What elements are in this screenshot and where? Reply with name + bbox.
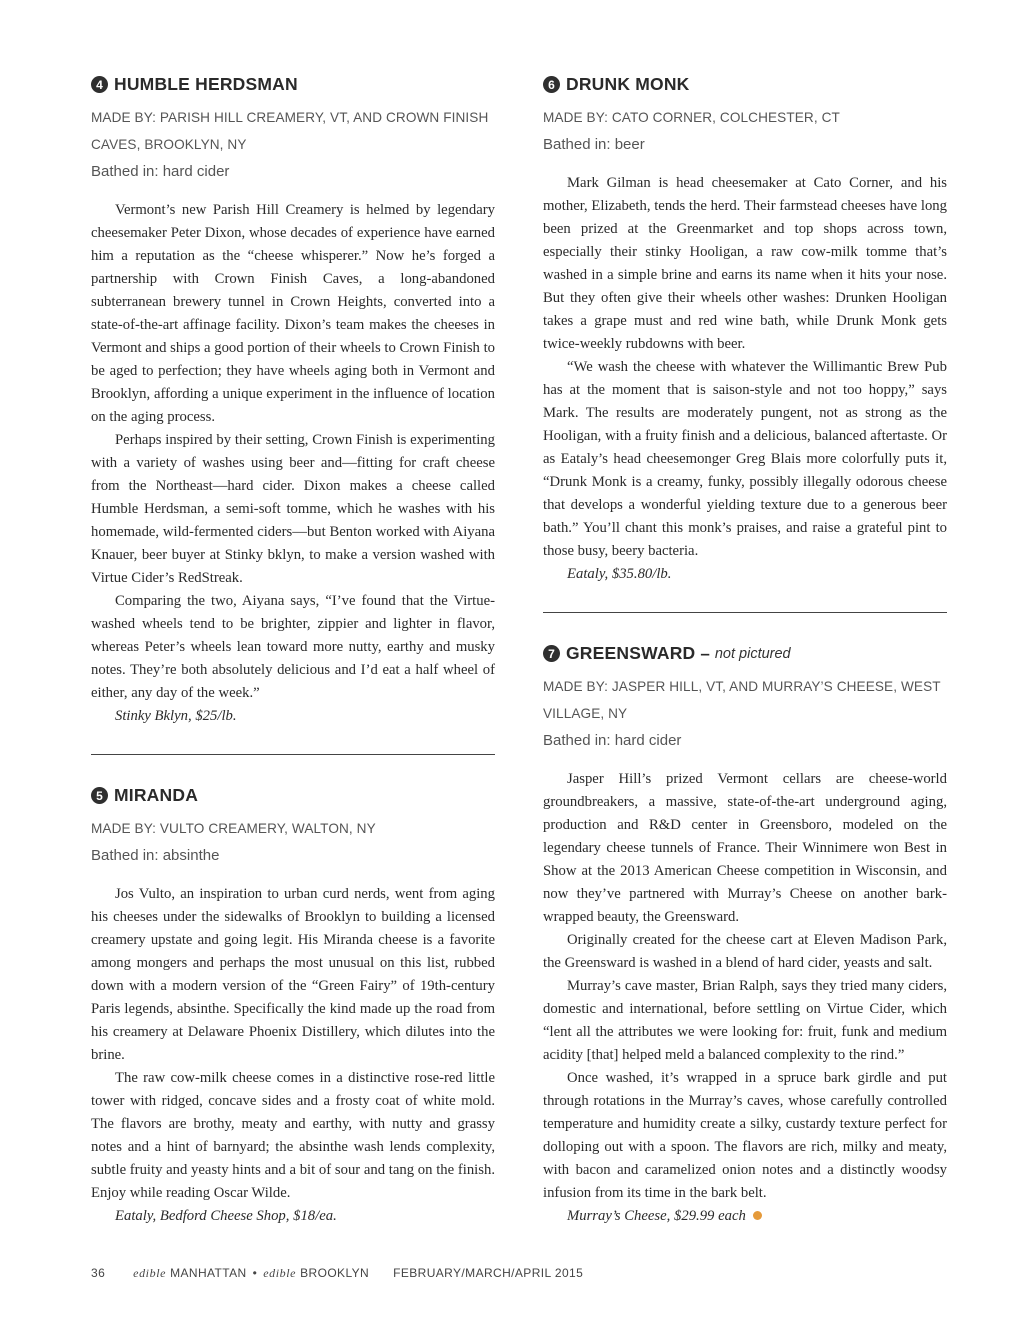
entry-drunk-monk	[543, 74, 947, 586]
cheese-name: DRUNK MONK	[566, 74, 690, 94]
entry-heading	[91, 74, 495, 95]
source-price: Eataly, Bedford Cheese Shop, $18/ea.	[115, 1208, 337, 1224]
footer-city: MANHATTAN	[170, 1266, 247, 1280]
entry-heading	[543, 643, 947, 664]
entry-number-badge: 5	[91, 787, 108, 804]
source-price-text: Murray’s Cheese, $29.99 each	[567, 1208, 746, 1224]
paragraph: Jasper Hill’s prized Vermont cellars are cheese-world groundbreakers, a massive, state-of-the-art underground aging, production and R&D center in Greensboro, modeled on the legendary cheese tunnels of France. Their Winnimere won Best in Show at the 2013 American Cheese competition in Wisconsin, and now they’ve partnered with Murray’s Cheese on another bark-wrapped beauty, the Greensward.	[543, 771, 947, 925]
cheese-name: HUMBLE HERDSMAN	[114, 74, 298, 94]
made-by: MADE BY: JASPER HILL, VT, AND MURRAY’S CHEESE, WEST VILLAGE, NY	[543, 679, 941, 721]
entry-heading	[543, 74, 947, 95]
paragraph: Originally created for the cheese cart at Eleven Madison Park, the Greensward is washed in a blend of hard cider, yeasts and salt.	[543, 932, 947, 971]
section-divider	[91, 754, 495, 755]
paragraph: Murray’s cave master, Brian Ralph, says they tried many ciders, domestic and international, before settling on Virtue Cider, which “lent all the attributes we were looking for: fruit, funk and medium acidity [that] helped meld a balanced complexity to the rind.”	[543, 978, 947, 1063]
source-price: Stinky Bklyn, $25/lb.	[115, 708, 237, 724]
end-mark-icon	[753, 1211, 762, 1220]
paragraph: Comparing the two, Aiyana says, “I’ve found that the Virtue-washed wheels tend to be brighter, zippier and lighter in flavor, whereas Peter’s wheels lean toward more nutty, earthy and musky notes. They’re both absolutely delicious and I’d eat a half wheel of either, any day of the week.”	[91, 593, 495, 701]
paragraph: Perhaps inspired by their setting, Crown Finish is experimenting with a variety of washes using beer and—fitting for craft cheese from the Northeast—hard cider. Dixon makes a cheese called Humble Herdsman, a semi-soft tomme, which he washes with his homemade, wild-fermented ciders—but Benton worked with Aiyana Knauer, beer buyer at Stinky bklyn, to make a version washed with Virtue Cider’s RedStreak.	[91, 432, 495, 586]
bathed-in: Bathed in: beer	[543, 136, 645, 153]
source-price: Eataly, $35.80/lb.	[567, 566, 672, 582]
entry-greensward	[543, 643, 947, 1228]
entry-number-badge: 4	[91, 76, 108, 93]
entry-heading	[91, 785, 495, 806]
entry-miranda	[91, 785, 495, 1228]
footer-brand: edible	[263, 1266, 297, 1280]
entry-number-badge: 7	[543, 645, 560, 662]
paragraph: Mark Gilman is head cheesemaker at Cato Corner, and his mother, Elizabeth, tends the herd. Their farmstead cheeses have long been prized at the Greenmarket and top shops across town, especially their stinky Hooligan, a raw cow-milk tomme that’s washed in a simple brine and earns its name when it hits your nose. But they often give their wheels other washes: Drunken Hooligan takes a grape must and red wine bath, while Drunk Monk gets twice-weekly rubdowns with beer.	[543, 175, 947, 352]
section-divider	[543, 612, 947, 613]
footer-issue-date: FEBRUARY/MARCH/APRIL 2015	[393, 1266, 584, 1280]
bathed-in: Bathed in: hard cider	[543, 732, 682, 749]
bathed-in: Bathed in: hard cider	[91, 163, 230, 180]
entry-body	[91, 199, 495, 705]
entry-body	[91, 883, 495, 1205]
paragraph: Vermont’s new Parish Hill Creamery is helmed by legendary cheesemaker Peter Dixon, whose decades of experience have earned him a reputation as the “cheese whisperer.” Now he’s forged a partnership with Crown Finish Caves, a long-abandoned subterranean brewery tunnel in Crown Heights, converted into a state-of-the-art affinage facility. Dixon’s team makes the cheeses in Vermont and ships a good portion of their wheels to Crown Finish to be aged to perfection; they have wheels aging both in Vermont and Brooklyn, affording a unique experiment in the influence of location on the aging process.	[91, 202, 495, 425]
made-by: MADE BY: CATO CORNER, COLCHESTER, CT	[543, 110, 840, 125]
cheese-name: GREENSWARD	[566, 643, 696, 663]
not-pictured-note: not pictured	[714, 645, 791, 662]
paragraph: Once washed, it’s wrapped in a spruce bark girdle and put through rotations in the Murray’s caves, whose carefully controlled temperature and humidity create a silky, custardy texture perfect for dolloping out with a spoon. The flavors are rich, milky and meaty, with bacon and caramelized onion notes and a distinctly woodsy infusion from its time in the bark belt.	[543, 1070, 947, 1201]
bathed-in: Bathed in: absinthe	[91, 847, 220, 864]
source-price	[543, 1205, 947, 1228]
entry-body	[543, 768, 947, 1205]
made-by: MADE BY: PARISH HILL CREAMERY, VT, AND CROWN FINISH CAVES, BROOKLYN, NY	[91, 110, 489, 152]
footer-separator: •	[252, 1266, 258, 1280]
cheese-name: MIRANDA	[114, 785, 199, 805]
paragraph: “We wash the cheese with whatever the Willimantic Brew Pub has at the moment that is saison-style and not too hoppy,” says Mark. The results are moderately pungent, not as strong as the Hooligan, with a fruity finish and a delicious, balanced aftertaste. Or as Eataly’s head cheesemonger Greg Blais more colorfully puts it, “Drunk Monk is a creamy, funky, possibly illegally odorous cheese that develops a wonderful yielding texture due to a generous beer bath.” You’ll chant this monk’s praises, and raise a grateful pint to those busy, beery bacteria.	[543, 359, 947, 559]
paragraph: The raw cow-milk cheese comes in a distinctive rose-red little tower with ridged, concave sides and a frosty coat of white mold. The flavors are brothy, meaty and earthy, with nutty and grassy notes and a hint of barnyard; the absinthe wash lends complexity, subtle fruity and yeasty hints and a bit of sour and tang on the finish. Enjoy while reading Oscar Wilde.	[91, 1070, 495, 1201]
footer-city: BROOKLYN	[300, 1266, 370, 1280]
footer-brand: edible	[133, 1266, 167, 1280]
paragraph: Jos Vulto, an inspiration to urban curd nerds, went from aging his cheeses under the sidewalks of Brooklyn to building a licensed creamery upstate and going legit. His Miranda cheese is a favorite among mongers and perhaps the most unusual on this list, rubbed down with a modern version of the “Green Fairy” of 19th-century Paris legends, absinthe. Specifically the kind made up the road from his creamery at Delaware Phoenix Distillery, which dilutes into the brine.	[91, 886, 495, 1063]
page-footer	[91, 1266, 583, 1281]
left-column	[91, 74, 495, 1228]
right-column	[543, 74, 947, 1228]
entry-humble-herdsman	[91, 74, 495, 728]
entry-body	[543, 172, 947, 563]
heading-dash: –	[700, 643, 710, 663]
page-number: 36	[91, 1266, 106, 1280]
made-by: MADE BY: VULTO CREAMERY, WALTON, NY	[91, 821, 376, 836]
entry-number-badge: 6	[543, 76, 560, 93]
